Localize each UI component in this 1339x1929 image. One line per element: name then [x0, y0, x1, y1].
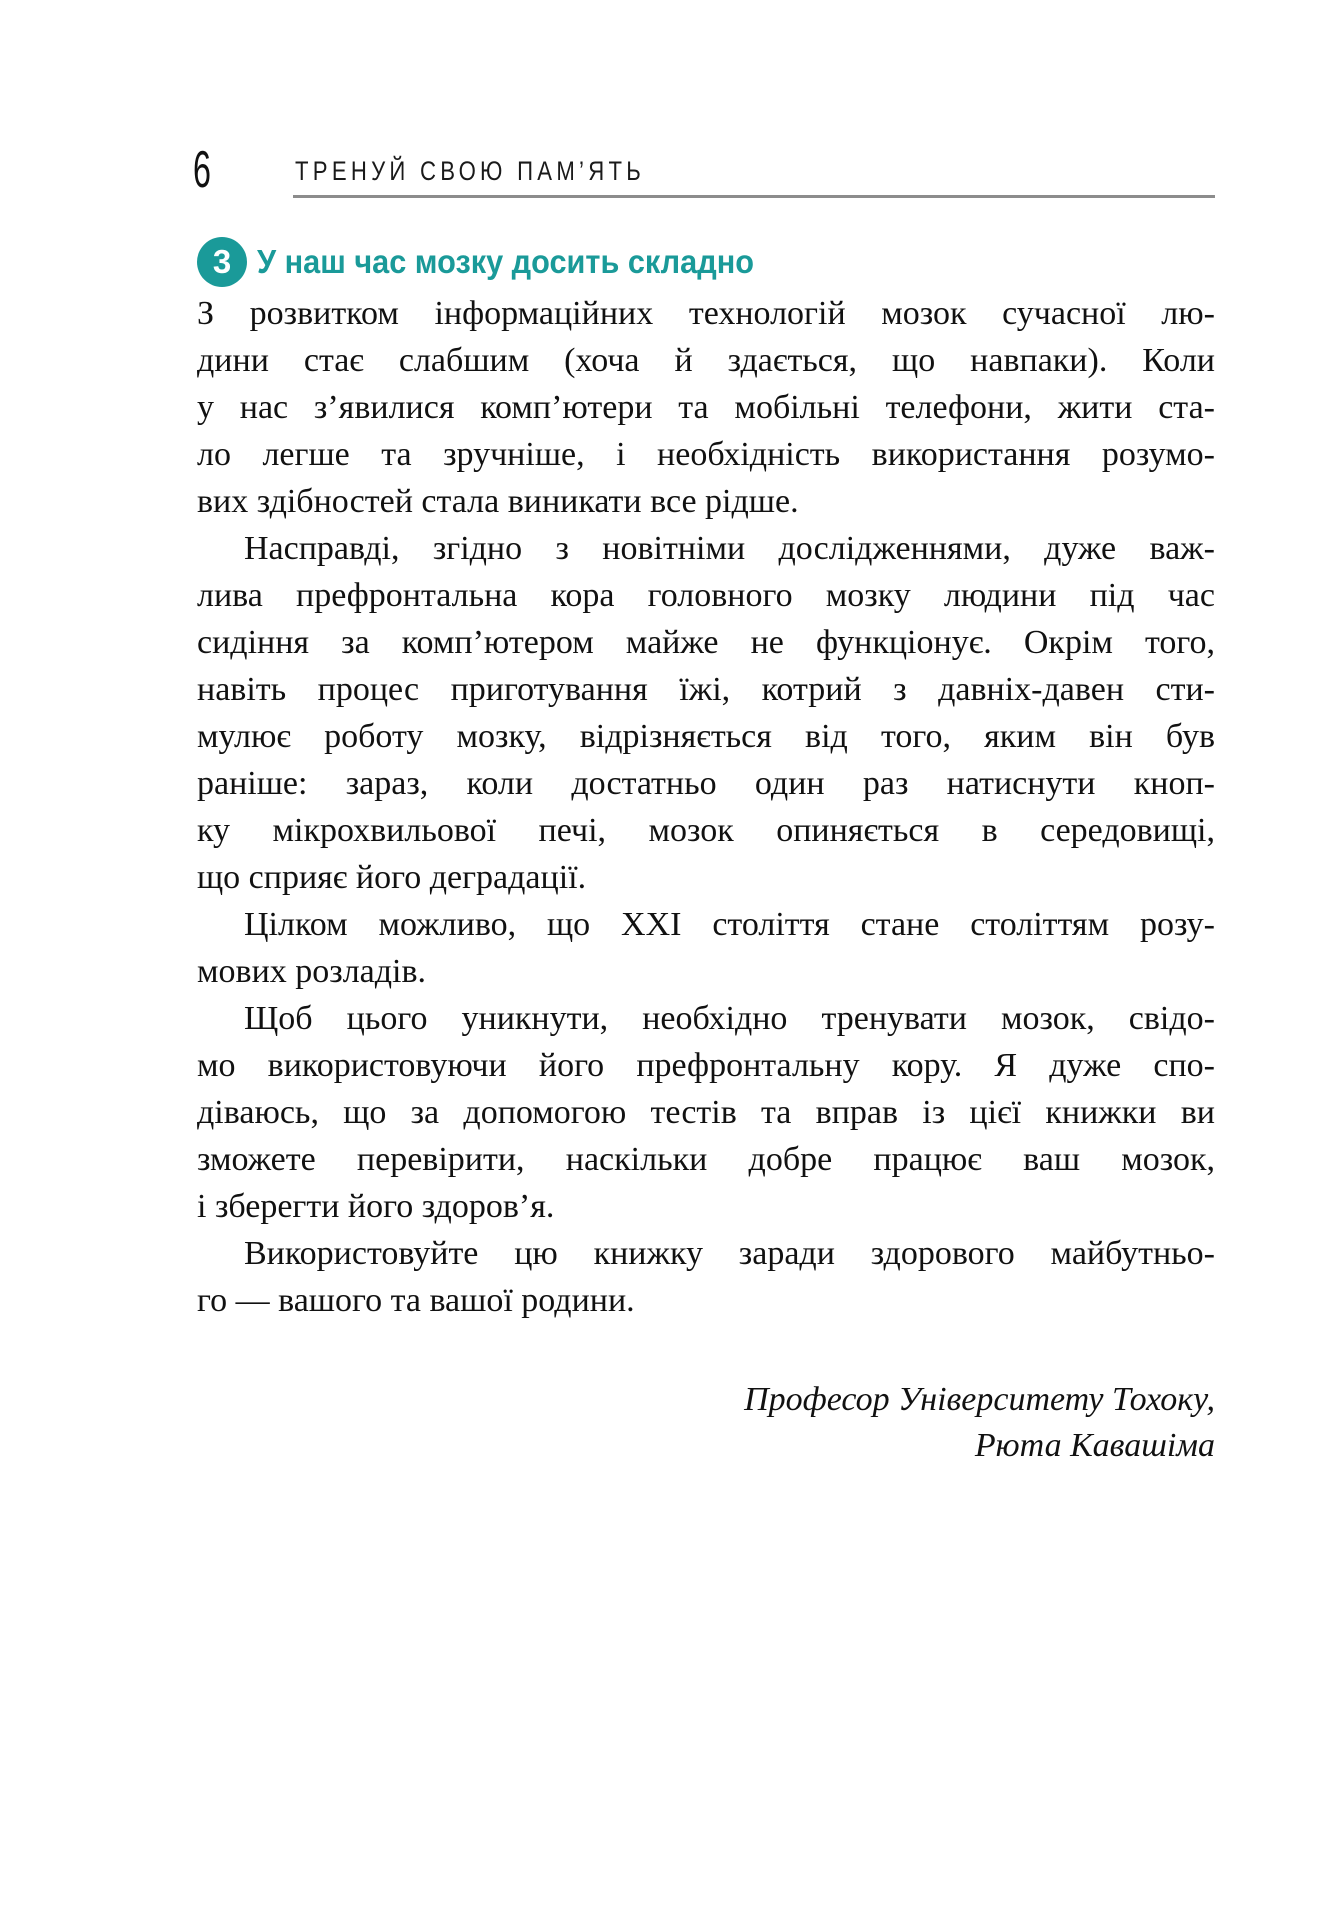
paragraph [197, 290, 1215, 525]
body-text [197, 290, 1215, 1324]
text-line: мо використовуючи його префронтальну кору. Я дуже спо- [197, 1047, 1215, 1084]
text-line: Щоб цього уникнути, необхідно тренувати мозок, свідо- [244, 1000, 1215, 1037]
paragraph [197, 1230, 1215, 1324]
header-divider [293, 195, 1215, 198]
text-line: вих здібностей стала виникати все рідше. [197, 483, 799, 520]
section-heading [197, 237, 791, 287]
text-line: дини стає слабшим (хоча й здається, що навпаки). Коли [197, 342, 1215, 379]
paragraph [197, 901, 1215, 995]
paragraph [197, 995, 1215, 1230]
text-line: Насправді, згідно з новітніми дослідженнями, дуже важ- [244, 530, 1215, 567]
text-line: го — вашого та вашої родини. [197, 1282, 635, 1319]
text-line: раніше: зараз, коли достатньо один раз натиснути кноп- [197, 765, 1215, 802]
signature-title: Професор Університету Тохоку, [744, 1381, 1215, 1418]
text-line: навіть процес приготування їжі, котрий з давніх-давен сти- [197, 671, 1215, 708]
text-line: З розвитком інформаційних технологій мозок сучасної лю- [197, 295, 1215, 332]
section-number-badge: 3 [197, 237, 247, 287]
signature-name: Рюта Кавашіма [974, 1427, 1215, 1464]
text-line: діваюсь, що за допомогою тестів та вправ із цієї книжки ви [197, 1094, 1215, 1131]
text-line: мулює роботу мозку, відрізняється від того, яким він був [197, 718, 1215, 755]
text-line: Цілком можливо, що XXI століття стане століттям розу- [244, 906, 1215, 943]
running-title: ТРЕНУЙ СВОЮ ПАМ’ЯТЬ [295, 156, 646, 186]
paragraph [197, 525, 1215, 901]
text-line: лива префронтальна кора головного мозку людини під час [197, 577, 1215, 614]
text-line: у нас з’явилися комп’ютери та мобільні телефони, жити ста- [197, 389, 1215, 426]
text-line: Використовуйте цю книжку заради здорового майбутньо- [244, 1235, 1215, 1272]
text-line: мових розладів. [197, 953, 427, 990]
text-line: ку мікрохвильової печі, мозок опиняється в середовищі, [197, 812, 1215, 849]
text-line: сидіння за комп’ютером майже не функціонує. Окрім того, [197, 624, 1215, 661]
section-title: У наш час мозку досить складно [257, 243, 754, 280]
text-line: зможете перевірити, наскільки добре працює ваш мозок, [197, 1141, 1215, 1178]
text-line: ло легше та зручніше, і необхідність використання розумо- [197, 436, 1215, 473]
page-number: 6 [193, 141, 211, 199]
signature [744, 1377, 1215, 1469]
text-line: і зберегти його здоров’я. [197, 1188, 555, 1225]
text-line: що сприяє його деградації. [197, 859, 587, 896]
